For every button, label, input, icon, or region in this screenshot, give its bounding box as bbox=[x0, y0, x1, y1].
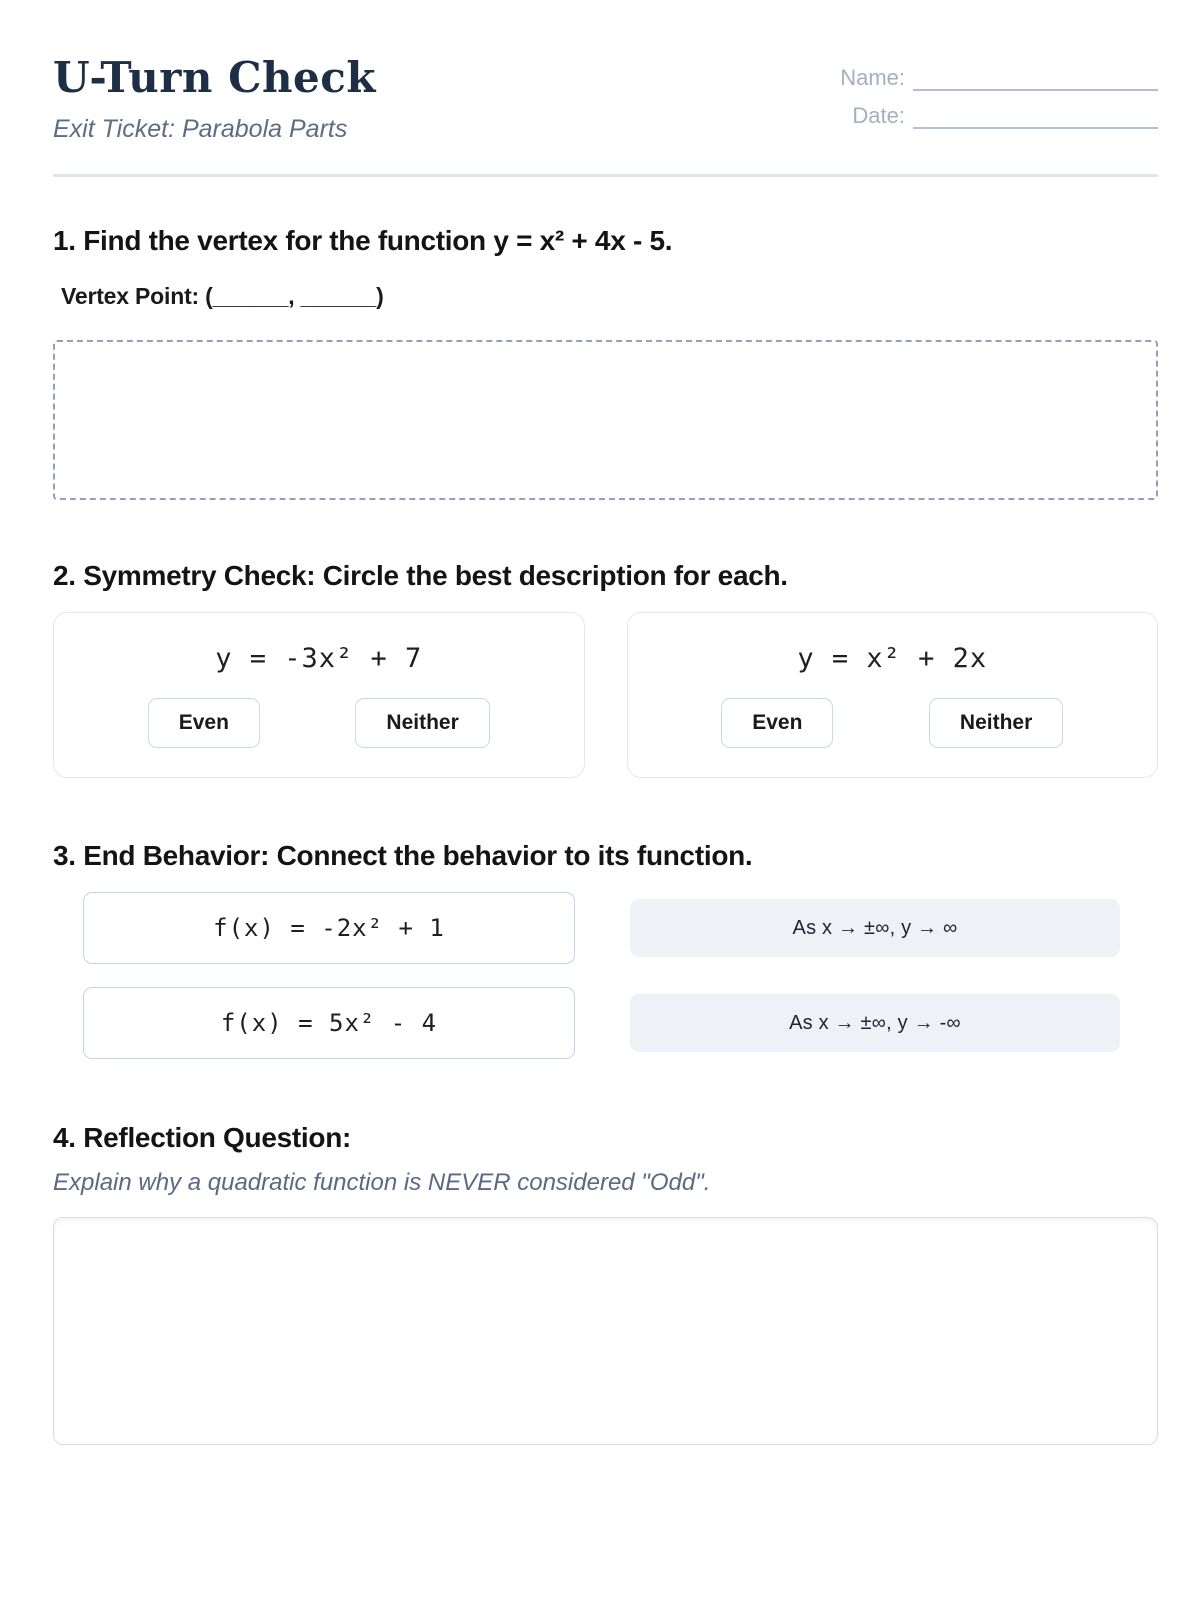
page-subtitle: Exit Ticket: Parabola Parts bbox=[53, 115, 348, 144]
date-input-line[interactable] bbox=[913, 105, 1158, 129]
question-1-work-area[interactable] bbox=[53, 340, 1158, 500]
symmetry-card-2-neither-button[interactable]: Neither bbox=[929, 698, 1063, 748]
name-date-block bbox=[828, 65, 1158, 141]
name-label: Name: bbox=[840, 65, 905, 90]
name-field-row bbox=[828, 65, 1158, 91]
symmetry-card-2-equation: y = x² + 2x bbox=[797, 643, 988, 675]
symmetry-cards bbox=[53, 612, 1158, 778]
behavior-box-1[interactable]: As x → ±∞, y → ∞ bbox=[630, 899, 1120, 957]
match-row-2 bbox=[83, 987, 1120, 1059]
header-titles bbox=[53, 55, 376, 144]
date-label: Date: bbox=[852, 103, 905, 128]
function-box-1[interactable]: f(x) = -2x² + 1 bbox=[83, 892, 575, 964]
symmetry-card-1 bbox=[53, 612, 585, 778]
symmetry-card-1-options bbox=[54, 698, 584, 748]
match-row-1 bbox=[83, 892, 1120, 964]
question-2-heading: 2. Symmetry Check: Circle the best description for each. bbox=[53, 560, 788, 592]
symmetry-card-2 bbox=[627, 612, 1159, 778]
question-3-heading: 3. End Behavior: Connect the behavior to its function. bbox=[53, 840, 753, 872]
question-1-section bbox=[53, 225, 1158, 500]
question-4-section bbox=[53, 1122, 1158, 1445]
symmetry-card-1-neither-button[interactable]: Neither bbox=[355, 698, 489, 748]
function-box-2[interactable]: f(x) = 5x² - 4 bbox=[83, 987, 575, 1059]
question-1-heading: 1. Find the vertex for the function y = x² + 4x - 5. bbox=[53, 225, 673, 257]
date-field-row bbox=[828, 103, 1158, 129]
reflection-prompt: Explain why a quadratic function is NEVER considered "Odd". bbox=[53, 1169, 711, 1197]
reflection-answer-area[interactable] bbox=[53, 1217, 1158, 1445]
header bbox=[53, 55, 1158, 144]
symmetry-card-2-options bbox=[628, 698, 1158, 748]
behavior-box-2[interactable]: As x → ±∞, y → -∞ bbox=[630, 994, 1120, 1052]
name-input-line[interactable] bbox=[913, 67, 1158, 91]
page-title: U-Turn Check bbox=[53, 53, 376, 102]
symmetry-card-2-even-button[interactable]: Even bbox=[721, 698, 833, 748]
symmetry-card-1-even-button[interactable]: Even bbox=[148, 698, 260, 748]
symmetry-card-1-equation: y = -3x² + 7 bbox=[215, 643, 423, 675]
header-divider bbox=[53, 174, 1158, 177]
question-4-heading: 4. Reflection Question: bbox=[53, 1122, 352, 1154]
question-3-section bbox=[53, 840, 1158, 1059]
question-2-section bbox=[53, 560, 1158, 778]
end-behavior-matching bbox=[83, 892, 1120, 1059]
vertex-point-label: Vertex Point: (______, ______) bbox=[61, 283, 384, 310]
